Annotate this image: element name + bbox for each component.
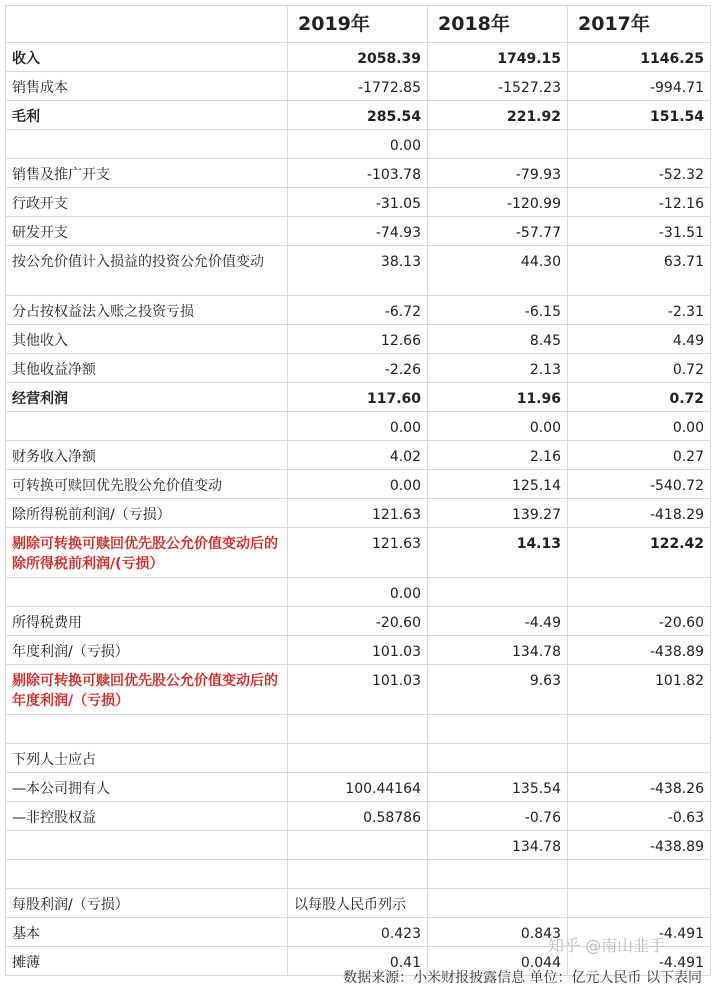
value-cell-2017: 4.49 bbox=[568, 325, 711, 354]
table-row bbox=[6, 101, 711, 130]
value-cell-2017: 0.27 bbox=[568, 441, 711, 470]
row-label: 除所得税前利润/（亏损） bbox=[6, 499, 288, 528]
value-cell-2019: 0.00 bbox=[288, 412, 428, 441]
value-cell-2018: 1749.15 bbox=[428, 43, 568, 72]
value-cell-2018: 11.96 bbox=[428, 383, 568, 412]
value-cell-2019: -1772.85 bbox=[288, 72, 428, 101]
table-row bbox=[6, 130, 711, 159]
value-cell-2018 bbox=[428, 744, 568, 773]
row-label: 研发开支 bbox=[6, 217, 288, 246]
row-label: 销售及推广开支 bbox=[6, 159, 288, 188]
value-cell-2019: 以每股人民币列示 bbox=[288, 889, 428, 918]
table-row bbox=[6, 889, 711, 918]
table-row bbox=[6, 383, 711, 412]
value-cell-2019: -103.78 bbox=[288, 159, 428, 188]
value-cell-2019: 0.423 bbox=[288, 918, 428, 947]
value-cell-2019: 38.13 bbox=[288, 246, 428, 296]
table-row bbox=[6, 325, 711, 354]
value-cell-2018: 221.92 bbox=[428, 101, 568, 130]
row-label: 每股利润/（亏损） bbox=[6, 889, 288, 918]
value-cell-2018: 0.00 bbox=[428, 412, 568, 441]
table-row bbox=[6, 831, 711, 860]
value-cell-2019: 0.00 bbox=[288, 578, 428, 607]
row-label: 剔除可转换可赎回优先股公允价值变动后的除所得税前利润/(亏损） bbox=[6, 528, 288, 578]
value-cell-2017: 122.42 bbox=[568, 528, 711, 578]
table-row bbox=[6, 470, 711, 499]
value-cell-2017 bbox=[568, 860, 711, 889]
value-cell-2018 bbox=[428, 578, 568, 607]
row-label: 按公允价值计入损益的投资公允价值变动 bbox=[6, 246, 288, 296]
row-label: 摊薄 bbox=[6, 947, 288, 976]
row-label: 下列人士应占 bbox=[6, 744, 288, 773]
value-cell-2017 bbox=[568, 744, 711, 773]
value-cell-2017: -4.491 bbox=[568, 918, 711, 947]
table-row bbox=[6, 578, 711, 607]
value-cell-2019: -31.05 bbox=[288, 188, 428, 217]
value-cell-2017: -52.32 bbox=[568, 159, 711, 188]
table-row bbox=[6, 499, 711, 528]
row-label bbox=[6, 715, 288, 744]
row-label: 基本 bbox=[6, 918, 288, 947]
row-label bbox=[6, 860, 288, 889]
value-cell-2018: -0.76 bbox=[428, 802, 568, 831]
row-label bbox=[6, 831, 288, 860]
row-label bbox=[6, 578, 288, 607]
value-cell-2019: 12.66 bbox=[288, 325, 428, 354]
value-cell-2018 bbox=[428, 889, 568, 918]
value-cell-2019: 100.44164 bbox=[288, 773, 428, 802]
value-cell-2018: 0.044 bbox=[428, 947, 568, 976]
header-cell-2019: 2019年 bbox=[288, 6, 428, 43]
value-cell-2018: -57.77 bbox=[428, 217, 568, 246]
row-label: 分占按权益法入账之投资亏损 bbox=[6, 296, 288, 325]
value-cell-2017: -540.72 bbox=[568, 470, 711, 499]
value-cell-2018: 44.30 bbox=[428, 246, 568, 296]
value-cell-2018: 14.13 bbox=[428, 528, 568, 578]
value-cell-2019: 0.41 bbox=[288, 947, 428, 976]
value-cell-2017: 101.82 bbox=[568, 665, 711, 715]
value-cell-2017: -438.26 bbox=[568, 773, 711, 802]
value-cell-2018: 2.13 bbox=[428, 354, 568, 383]
value-cell-2019: 117.60 bbox=[288, 383, 428, 412]
row-label: 毛利 bbox=[6, 101, 288, 130]
value-cell-2017: -438.89 bbox=[568, 636, 711, 665]
value-cell-2018: 8.45 bbox=[428, 325, 568, 354]
table-row bbox=[6, 188, 711, 217]
value-cell-2019: 0.58786 bbox=[288, 802, 428, 831]
value-cell-2018: 125.14 bbox=[428, 470, 568, 499]
row-label: 销售成本 bbox=[6, 72, 288, 101]
value-cell-2019: 0.00 bbox=[288, 130, 428, 159]
value-cell-2017: -4.491 bbox=[568, 947, 711, 976]
value-cell-2018: -1527.23 bbox=[428, 72, 568, 101]
value-cell-2019 bbox=[288, 831, 428, 860]
value-cell-2018: -120.99 bbox=[428, 188, 568, 217]
financial-table-container bbox=[5, 5, 710, 976]
value-cell-2017: -418.29 bbox=[568, 499, 711, 528]
table-row bbox=[6, 528, 711, 578]
value-cell-2018 bbox=[428, 130, 568, 159]
value-cell-2018: 135.54 bbox=[428, 773, 568, 802]
table-row bbox=[6, 860, 711, 889]
value-cell-2019: 121.63 bbox=[288, 499, 428, 528]
value-cell-2019 bbox=[288, 715, 428, 744]
table-row bbox=[6, 744, 711, 773]
value-cell-2017 bbox=[568, 578, 711, 607]
header-row bbox=[6, 6, 711, 43]
row-label: 其他收益净额 bbox=[6, 354, 288, 383]
row-label: —本公司拥有人 bbox=[6, 773, 288, 802]
value-cell-2019 bbox=[288, 860, 428, 889]
table-row bbox=[6, 354, 711, 383]
value-cell-2017: 151.54 bbox=[568, 101, 711, 130]
value-cell-2019: -6.72 bbox=[288, 296, 428, 325]
table-row bbox=[6, 296, 711, 325]
watermark-text: 知乎 @南山韭手 bbox=[548, 936, 666, 955]
value-cell-2019: 101.03 bbox=[288, 665, 428, 715]
value-cell-2018: -6.15 bbox=[428, 296, 568, 325]
value-cell-2018: 0.843 bbox=[428, 918, 568, 947]
row-label: 剔除可转换可赎回优先股公允价值变动后的年度利润/（亏损） bbox=[6, 665, 288, 715]
value-cell-2019: 101.03 bbox=[288, 636, 428, 665]
table-row bbox=[6, 665, 711, 715]
value-cell-2017: 0.72 bbox=[568, 354, 711, 383]
value-cell-2019: -20.60 bbox=[288, 607, 428, 636]
value-cell-2019: 2058.39 bbox=[288, 43, 428, 72]
row-label bbox=[6, 130, 288, 159]
table-row bbox=[6, 217, 711, 246]
data-source-footer: 数据来源：小米财报披露信息 单位：亿元人民币 以下表同 bbox=[343, 970, 702, 986]
value-cell-2017: -438.89 bbox=[568, 831, 711, 860]
value-cell-2017: -994.71 bbox=[568, 72, 711, 101]
table-body bbox=[6, 43, 711, 976]
value-cell-2019: 4.02 bbox=[288, 441, 428, 470]
value-cell-2019: 121.63 bbox=[288, 528, 428, 578]
value-cell-2019: -74.93 bbox=[288, 217, 428, 246]
table-row bbox=[6, 715, 711, 744]
header-cell-2017: 2017年 bbox=[568, 6, 711, 43]
value-cell-2019: 285.54 bbox=[288, 101, 428, 130]
table-row bbox=[6, 246, 711, 296]
value-cell-2018: 9.63 bbox=[428, 665, 568, 715]
table-row bbox=[6, 607, 711, 636]
value-cell-2017 bbox=[568, 715, 711, 744]
value-cell-2018: 2.16 bbox=[428, 441, 568, 470]
value-cell-2017: 0.72 bbox=[568, 383, 711, 412]
value-cell-2017: 63.71 bbox=[568, 246, 711, 296]
table-row bbox=[6, 412, 711, 441]
table-row bbox=[6, 636, 711, 665]
value-cell-2018: 139.27 bbox=[428, 499, 568, 528]
table-row bbox=[6, 43, 711, 72]
value-cell-2017: -0.63 bbox=[568, 802, 711, 831]
value-cell-2018: 134.78 bbox=[428, 831, 568, 860]
value-cell-2017 bbox=[568, 889, 711, 918]
value-cell-2019 bbox=[288, 744, 428, 773]
value-cell-2018: -4.49 bbox=[428, 607, 568, 636]
table-row bbox=[6, 72, 711, 101]
value-cell-2018: 134.78 bbox=[428, 636, 568, 665]
income-statement-table bbox=[5, 5, 711, 976]
value-cell-2019: 0.00 bbox=[288, 470, 428, 499]
table-row bbox=[6, 441, 711, 470]
row-label: 所得税费用 bbox=[6, 607, 288, 636]
value-cell-2017: -31.51 bbox=[568, 217, 711, 246]
table-row bbox=[6, 802, 711, 831]
header-cell-label bbox=[6, 6, 288, 43]
row-label: 行政开支 bbox=[6, 188, 288, 217]
row-label bbox=[6, 412, 288, 441]
value-cell-2017: 0.00 bbox=[568, 412, 711, 441]
row-label: 收入 bbox=[6, 43, 288, 72]
row-label: —非控股权益 bbox=[6, 802, 288, 831]
table-row bbox=[6, 159, 711, 188]
value-cell-2018 bbox=[428, 715, 568, 744]
table-row bbox=[6, 773, 711, 802]
value-cell-2017 bbox=[568, 130, 711, 159]
row-label: 其他收入 bbox=[6, 325, 288, 354]
value-cell-2017: 1146.25 bbox=[568, 43, 711, 72]
value-cell-2017: -20.60 bbox=[568, 607, 711, 636]
value-cell-2018 bbox=[428, 860, 568, 889]
header-cell-2018: 2018年 bbox=[428, 6, 568, 43]
value-cell-2017: -2.31 bbox=[568, 296, 711, 325]
row-label: 经营利润 bbox=[6, 383, 288, 412]
row-label: 财务收入净额 bbox=[6, 441, 288, 470]
row-label: 可转换可赎回优先股公允价值变动 bbox=[6, 470, 288, 499]
value-cell-2018: -79.93 bbox=[428, 159, 568, 188]
row-label: 年度利润/（亏损） bbox=[6, 636, 288, 665]
value-cell-2019: -2.26 bbox=[288, 354, 428, 383]
value-cell-2017: -12.16 bbox=[568, 188, 711, 217]
